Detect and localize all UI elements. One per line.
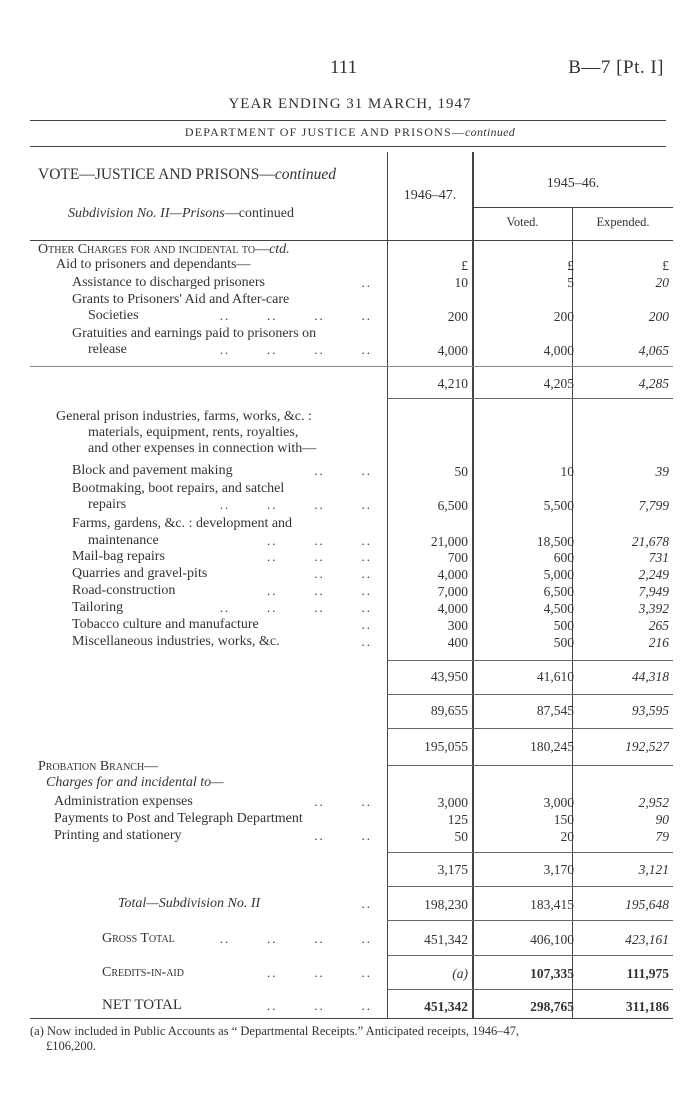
department-title: DEPARTMENT OF JUSTICE AND PRISONS—continued bbox=[184, 125, 516, 139]
net-total-voted: 298,765 bbox=[530, 999, 574, 1014]
industries-heading: materials, equipment, rents, royalties, bbox=[88, 425, 299, 440]
cell-expended: 265 bbox=[648, 618, 669, 633]
currency-symbol: £ bbox=[662, 258, 669, 273]
cell-expended: 21,678 bbox=[631, 534, 669, 549]
gross-total-label: Gross Total bbox=[102, 931, 175, 946]
leader-dots: .. .. .. .. bbox=[219, 931, 372, 946]
cell-1946: 125 bbox=[447, 812, 468, 827]
row-label: Farms, gardens, &c. : development and bbox=[72, 516, 293, 531]
subtotal-1946: 4,210 bbox=[437, 376, 468, 391]
row-label: Payments to Post and Telegraph Department bbox=[54, 811, 303, 826]
credits-1946: (a) bbox=[452, 966, 468, 981]
cell-1946: 400 bbox=[447, 635, 468, 650]
gross-total-voted: 406,100 bbox=[530, 932, 574, 947]
cell-1946: 200 bbox=[447, 309, 468, 324]
leader-dots: .. bbox=[361, 634, 372, 649]
leader-dots: .. .. .. bbox=[267, 533, 372, 548]
cell-voted: 600 bbox=[553, 550, 574, 565]
subtotal-1946: 3,175 bbox=[437, 862, 468, 877]
aid-heading: Aid to prisoners and dependants— bbox=[56, 257, 251, 272]
cell-expended: 4,065 bbox=[638, 343, 669, 358]
cell-1946: 300 bbox=[447, 618, 468, 633]
total-expended: 195,648 bbox=[625, 897, 669, 912]
cell-expended: 7,799 bbox=[638, 498, 669, 513]
cell-voted: 10 bbox=[560, 464, 574, 479]
row-rule bbox=[30, 366, 673, 367]
row-rule bbox=[387, 886, 673, 887]
leader-dots: .. .. .. .. bbox=[219, 308, 372, 323]
subtotal-expended: 3,121 bbox=[638, 862, 669, 877]
cell-1946: 4,000 bbox=[437, 601, 468, 616]
currency-symbol: £ bbox=[567, 258, 574, 273]
cell-1946: 3,000 bbox=[437, 795, 468, 810]
footnote bbox=[30, 1024, 680, 1054]
row-rule bbox=[387, 660, 673, 661]
row-label: Printing and stationery bbox=[54, 828, 182, 843]
row-rule bbox=[387, 398, 673, 399]
cell-1946: 21,000 bbox=[430, 534, 468, 549]
gross-total-expended: 423,161 bbox=[625, 932, 669, 947]
cell-expended: 2,249 bbox=[638, 567, 669, 582]
leader-dots: .. .. .. .. bbox=[219, 497, 372, 512]
row-rule bbox=[387, 955, 673, 956]
cell-voted: 4,500 bbox=[543, 601, 574, 616]
cell-1946: 4,000 bbox=[437, 343, 468, 358]
vote-title: VOTE—JUSTICE AND PRISONS—continued bbox=[38, 166, 336, 183]
row-label: Road-construction bbox=[72, 583, 176, 598]
leader-dots: .. .. .. .. bbox=[219, 342, 372, 357]
header-rule bbox=[30, 240, 673, 241]
column-header-voted: Voted. bbox=[506, 215, 539, 229]
net-total-1946: 451,342 bbox=[424, 999, 468, 1014]
cell-voted: 5 bbox=[567, 275, 574, 290]
cell-voted: 6,500 bbox=[543, 584, 574, 599]
leader-dots: .. .. bbox=[314, 566, 372, 581]
leader-dots: .. .. .. bbox=[267, 549, 372, 564]
leader-dots: .. bbox=[361, 617, 372, 632]
cell-voted: 18,500 bbox=[536, 534, 574, 549]
cell-expended: 3,392 bbox=[638, 601, 669, 616]
year-title: YEAR ENDING 31 MARCH, 1947 bbox=[228, 96, 472, 112]
row-label: Societies bbox=[88, 308, 139, 323]
row-label: release bbox=[88, 342, 127, 357]
cell-expended: 200 bbox=[648, 309, 669, 324]
cell-expended: 39 bbox=[655, 464, 669, 479]
cell-1946: 700 bbox=[447, 550, 468, 565]
cell-voted: 500 bbox=[553, 618, 574, 633]
cell-1946: 10 bbox=[454, 275, 468, 290]
cell-expended: 2,952 bbox=[638, 795, 669, 810]
row-rule bbox=[387, 694, 673, 695]
cell-voted: 5,000 bbox=[543, 567, 574, 582]
gross-total-1946: 451,342 bbox=[424, 932, 468, 947]
cell-1946: 50 bbox=[454, 829, 468, 844]
total-expended: 192,527 bbox=[625, 739, 669, 754]
row-rule bbox=[387, 989, 673, 990]
column-header-1946: 1946–47. bbox=[403, 188, 457, 203]
row-label: Grants to Prisoners' Aid and After-care bbox=[72, 292, 290, 307]
total-expended: 93,595 bbox=[631, 703, 669, 718]
cell-voted: 20 bbox=[560, 829, 574, 844]
cell-voted: 500 bbox=[553, 635, 574, 650]
leader-dots: .. .. bbox=[314, 828, 372, 843]
cell-expended: 7,949 bbox=[638, 584, 669, 599]
row-label: Bootmaking, boot repairs, and satchel bbox=[72, 481, 285, 496]
cell-expended: 731 bbox=[648, 550, 669, 565]
row-rule bbox=[387, 728, 673, 729]
total-voted: 87,545 bbox=[536, 703, 574, 718]
total-1946: 195,055 bbox=[424, 739, 468, 754]
divider bbox=[30, 146, 666, 147]
credits-voted: 107,335 bbox=[530, 966, 574, 981]
row-label: Assistance to discharged prisoners bbox=[72, 275, 265, 290]
row-label: Block and pavement making bbox=[72, 463, 233, 478]
cell-voted: 5,500 bbox=[543, 498, 574, 513]
cell-1946: 6,500 bbox=[437, 498, 468, 513]
cell-expended: 216 bbox=[648, 635, 669, 650]
leader-dots: .. .. bbox=[314, 794, 372, 809]
page-number: 111 bbox=[330, 57, 358, 78]
row-label: maintenance bbox=[88, 533, 159, 548]
row-label: Gratuities and earnings paid to prisoners on bbox=[72, 326, 317, 341]
row-rule bbox=[387, 852, 673, 853]
cell-expended: 90 bbox=[655, 812, 669, 827]
cell-1946: 4,000 bbox=[437, 567, 468, 582]
subtotal-expended: 4,285 bbox=[638, 376, 669, 391]
subtotal-1946: 43,950 bbox=[430, 669, 468, 684]
leader-dots: .. .. .. bbox=[267, 965, 372, 980]
credits-expended: 111,975 bbox=[626, 966, 669, 981]
row-label: Tobacco culture and manufacture bbox=[72, 617, 259, 632]
row-label: Mail-bag repairs bbox=[72, 549, 165, 564]
divider bbox=[30, 120, 666, 121]
row-rule bbox=[387, 765, 673, 766]
row-label: Miscellaneous industries, works, &c. bbox=[72, 634, 280, 649]
subtotal-voted: 3,170 bbox=[543, 862, 574, 877]
cell-1946: 7,000 bbox=[437, 584, 468, 599]
row-label: Administration expenses bbox=[54, 794, 193, 809]
cell-voted: 150 bbox=[553, 812, 574, 827]
other-charges-heading: Other Charges for and incidental to—ctd. bbox=[38, 242, 290, 257]
subdivision-title: Subdivision No. II—Prisons—continued bbox=[68, 206, 294, 221]
total-voted: 180,245 bbox=[530, 739, 574, 754]
total-subdivision-label: Total—Subdivision No. II bbox=[118, 896, 261, 911]
cell-expended: 79 bbox=[655, 829, 669, 844]
total-1946: 198,230 bbox=[424, 897, 468, 912]
subtotal-voted: 41,610 bbox=[536, 669, 574, 684]
total-1946: 89,655 bbox=[430, 703, 468, 718]
cell-expended: 20 bbox=[655, 275, 669, 290]
charges-heading: Charges for and incidental to— bbox=[46, 775, 224, 790]
leader-dots: .. .. .. bbox=[267, 583, 372, 598]
row-label: repairs bbox=[88, 497, 127, 512]
leader-dots: .. .. .. bbox=[267, 998, 372, 1013]
document-reference: B—7 [Pt. I] bbox=[568, 57, 664, 78]
cell-voted: 200 bbox=[553, 309, 574, 324]
industries-heading: General prison industries, farms, works, &c. : bbox=[56, 409, 312, 424]
leader-dots: .. .. .. .. bbox=[219, 600, 372, 615]
leader-dots: .. bbox=[361, 275, 372, 290]
industries-heading: and other expenses in connection with— bbox=[88, 441, 317, 456]
column-rule bbox=[387, 152, 388, 1018]
row-label: Tailoring bbox=[72, 600, 124, 615]
net-total-expended: 311,186 bbox=[625, 999, 669, 1014]
leader-dots: .. .. bbox=[314, 463, 372, 478]
cell-voted: 3,000 bbox=[543, 795, 574, 810]
cell-voted: 4,000 bbox=[543, 343, 574, 358]
column-header-1945: 1945–46. bbox=[546, 176, 600, 191]
credits-label: Credits-in-aid bbox=[102, 965, 184, 980]
subtotal-voted: 4,205 bbox=[543, 376, 574, 391]
subtotal-expended: 44,318 bbox=[631, 669, 669, 684]
leader-dots: .. bbox=[361, 896, 372, 911]
column-rule bbox=[472, 152, 474, 1018]
currency-symbol: £ bbox=[461, 258, 468, 273]
footnote-line: (a) Now included in Public Accounts as “ Departmental Receipts.” Anticipated receipts, 1946–47, bbox=[30, 1024, 520, 1038]
row-label: Quarries and gravel-pits bbox=[72, 566, 208, 581]
column-header-expended: Expended. bbox=[596, 215, 650, 229]
header-rule bbox=[473, 207, 673, 208]
net-total-label: NET TOTAL bbox=[102, 997, 183, 1013]
cell-1946: 50 bbox=[454, 464, 468, 479]
total-voted: 183,415 bbox=[530, 897, 574, 912]
table-bottom-rule bbox=[30, 1018, 673, 1019]
row-rule bbox=[387, 920, 673, 921]
footnote-line: £106,200. bbox=[46, 1039, 96, 1053]
probation-heading: Probation Branch— bbox=[38, 759, 159, 774]
